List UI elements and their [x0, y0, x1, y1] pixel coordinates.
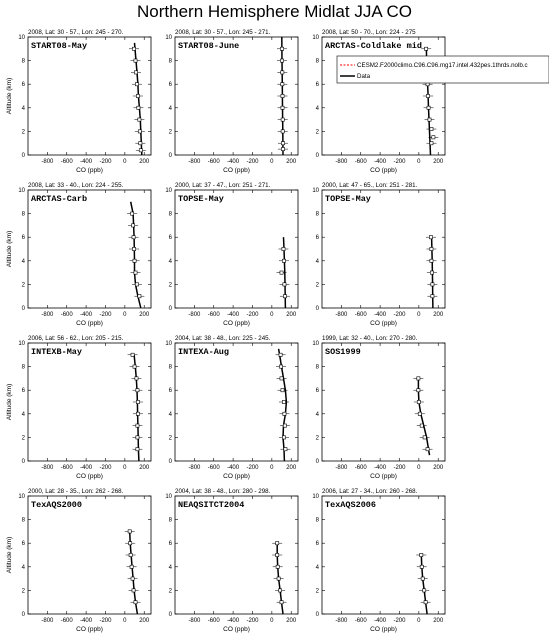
panel-4: [6, 182, 151, 327]
x-tick-label: 0: [123, 312, 127, 318]
y-tick-label: 8: [168, 364, 172, 371]
panel-header: 2006, Lat: 27 - 34., Lon: 260 - 268.: [322, 488, 418, 495]
data-point: [136, 448, 139, 451]
x-tick-label: -600: [60, 159, 73, 165]
y-tick-label: 10: [312, 494, 319, 500]
y-tick-label: 6: [168, 235, 172, 242]
x-tick-label: -600: [207, 618, 220, 624]
data-point: [282, 436, 285, 439]
data-point: [430, 259, 433, 262]
data-point: [425, 47, 428, 50]
data-point: [279, 353, 282, 356]
page-title: Northern Hemisphere Midlat JJA CO: [137, 2, 412, 21]
data-point: [430, 127, 433, 130]
y-tick-label: 8: [168, 58, 172, 65]
y-tick-label: 0: [21, 459, 25, 465]
data-point: [134, 271, 137, 274]
y-tick-label: 10: [18, 494, 25, 500]
y-tick-label: 10: [165, 35, 172, 41]
x-tick-label: -200: [246, 159, 259, 165]
data-point: [429, 236, 432, 239]
x-tick-label: -200: [99, 618, 112, 624]
x-tick-label: -400: [374, 312, 387, 318]
x-tick-label: 200: [286, 465, 297, 471]
data-point: [281, 142, 284, 145]
data-point: [280, 377, 283, 380]
x-tick-label: -600: [354, 465, 367, 471]
data-point: [426, 94, 429, 97]
data-point: [281, 118, 284, 121]
x-tick-label: 200: [433, 618, 444, 624]
data-point: [136, 412, 139, 415]
data-point: [431, 295, 434, 298]
panel-11: [165, 488, 298, 633]
legend-model-label: CESM2.F2000climo.C96.C96.mg17.intel.432pes.1thrds.nolb.c: [357, 62, 528, 69]
legend: [337, 56, 549, 83]
x-axis-label: CO (ppb): [223, 473, 250, 480]
x-tick-label: 200: [286, 618, 297, 624]
data-point: [132, 247, 135, 250]
panel-header: 1999, Lat: 32 - 40., Lon: 270 - 280.: [322, 335, 418, 342]
y-tick-label: 0: [168, 459, 172, 465]
x-tick-label: -400: [80, 312, 93, 318]
x-tick-label: -400: [374, 465, 387, 471]
x-tick-label: -800: [188, 465, 201, 471]
panel-9: [312, 335, 445, 480]
y-tick-label: 4: [21, 258, 25, 265]
y-tick-label: 6: [315, 388, 319, 395]
y-tick-label: 10: [165, 494, 172, 500]
data-point: [136, 436, 139, 439]
y-tick-label: 10: [312, 341, 319, 347]
x-tick-label: -200: [246, 465, 259, 471]
data-point: [138, 130, 141, 133]
x-tick-label: -400: [374, 618, 387, 624]
y-tick-label: 2: [21, 282, 25, 289]
y-tick-label: 2: [168, 282, 172, 289]
data-point: [136, 389, 139, 392]
data-point: [281, 106, 284, 109]
data-point: [134, 59, 137, 62]
x-tick-label: -800: [41, 159, 54, 165]
x-axis-label: CO (ppb): [76, 167, 103, 174]
x-tick-label: -800: [188, 618, 201, 624]
panel-header: 2008, Lat: 50 - 70., Lon: 224 - 275: [322, 29, 416, 36]
y-tick-label: 4: [21, 411, 25, 418]
plot-frame: [322, 496, 445, 614]
x-tick-label: -400: [227, 312, 240, 318]
data-point: [427, 106, 430, 109]
data-point: [420, 565, 423, 568]
data-point: [430, 247, 433, 250]
data-point: [276, 565, 279, 568]
data-point: [420, 424, 423, 427]
data-point: [134, 71, 137, 74]
x-tick-label: -600: [60, 618, 73, 624]
y-tick-label: 8: [168, 211, 172, 218]
data-point: [281, 389, 284, 392]
data-point: [282, 259, 285, 262]
x-tick-label: -600: [60, 312, 73, 318]
y-tick-label: 2: [315, 588, 319, 595]
x-tick-label: 200: [433, 312, 444, 318]
y-tick-label: 6: [168, 82, 172, 89]
x-tick-label: -600: [207, 159, 220, 165]
x-tick-label: -200: [393, 159, 406, 165]
panel-header: 2008, Lat: 30 - 57., Lon: 245 - 270.: [28, 29, 124, 36]
panel-header: 2000, Lat: 28 - 35., Lon: 262 - 268.: [28, 488, 124, 495]
y-tick-label: 4: [168, 411, 172, 418]
data-point: [282, 400, 285, 403]
x-tick-label: 0: [270, 159, 274, 165]
data-point: [284, 448, 287, 451]
data-point: [132, 47, 135, 50]
x-tick-label: -600: [207, 465, 220, 471]
plot-frame: [28, 37, 151, 155]
y-tick-label: 0: [168, 612, 172, 618]
panel-title: NEAQSITCT2004: [178, 500, 245, 510]
data-point: [281, 148, 284, 151]
data-point: [280, 59, 283, 62]
data-point: [283, 295, 286, 298]
y-tick-label: 4: [21, 105, 25, 112]
data-point: [132, 236, 135, 239]
x-tick-label: 200: [433, 159, 444, 165]
x-tick-label: -400: [227, 465, 240, 471]
x-tick-label: 200: [139, 159, 150, 165]
x-tick-label: 0: [270, 312, 274, 318]
data-point: [417, 389, 420, 392]
y-tick-label: 4: [315, 411, 319, 418]
y-tick-label: 6: [315, 82, 319, 89]
y-tick-label: 4: [315, 258, 319, 265]
data-point: [280, 271, 283, 274]
x-tick-label: -200: [99, 465, 112, 471]
x-tick-label: -800: [335, 618, 348, 624]
x-tick-label: -200: [393, 465, 406, 471]
y-axis-label: Altitude (km): [6, 383, 13, 421]
data-point: [131, 353, 134, 356]
x-axis-label: CO (ppb): [76, 473, 103, 480]
y-tick-label: 10: [18, 341, 25, 347]
data-point: [129, 553, 132, 556]
data-point: [281, 94, 284, 97]
x-tick-label: 200: [286, 159, 297, 165]
y-axis-label: Altitude (km): [6, 77, 13, 115]
panel-title: TexAQS2006: [325, 500, 377, 510]
x-axis-label: CO (ppb): [370, 626, 397, 633]
y-tick-label: 4: [168, 564, 172, 571]
plot-frame: [322, 343, 445, 461]
data-point: [431, 283, 434, 286]
x-tick-label: 0: [270, 618, 274, 624]
x-tick-label: -800: [188, 159, 201, 165]
panel-header: 2000, Lat: 37 - 47., Lon: 251 - 271.: [175, 182, 271, 189]
x-tick-label: -800: [335, 312, 348, 318]
y-tick-label: 4: [315, 564, 319, 571]
x-tick-label: 200: [286, 312, 297, 318]
y-tick-label: 8: [315, 58, 319, 65]
model-series-line: [131, 202, 141, 308]
panel-2: [165, 29, 298, 174]
panel-header: 2004, Lat: 38 - 48., Lon: 280 - 298.: [175, 488, 271, 495]
y-tick-label: 2: [21, 435, 25, 442]
x-tick-label: -600: [354, 618, 367, 624]
y-tick-label: 10: [312, 35, 319, 41]
panel-header: 2008, Lat: 33 - 40., Lon: 224 - 255.: [28, 182, 124, 189]
panel-6: [312, 182, 445, 327]
data-point: [139, 142, 142, 145]
data-point: [278, 589, 281, 592]
y-tick-label: 0: [315, 612, 319, 618]
x-tick-label: 0: [417, 465, 421, 471]
data-point: [423, 589, 426, 592]
x-tick-label: -200: [99, 312, 112, 318]
data-point: [135, 83, 138, 86]
y-tick-label: 8: [315, 517, 319, 524]
x-tick-label: -200: [246, 312, 259, 318]
y-tick-label: 2: [168, 588, 172, 595]
y-tick-label: 2: [21, 588, 25, 595]
data-point: [138, 295, 141, 298]
panel-header: 2000, Lat: 47 - 65., Lon: 251 - 281.: [322, 182, 418, 189]
y-tick-label: 8: [315, 211, 319, 218]
x-tick-label: 200: [139, 618, 150, 624]
panel-title: INTEXA-Aug: [178, 347, 230, 357]
data-point: [136, 400, 139, 403]
data-point: [135, 377, 138, 380]
x-axis-label: CO (ppb): [76, 320, 103, 327]
y-tick-label: 4: [168, 258, 172, 265]
data-point: [131, 212, 134, 215]
x-tick-label: 200: [139, 312, 150, 318]
data-point: [136, 424, 139, 427]
data-point: [418, 412, 421, 415]
data-point: [283, 424, 286, 427]
y-tick-label: 2: [168, 129, 172, 136]
x-tick-label: -800: [335, 465, 348, 471]
y-tick-label: 6: [168, 541, 172, 548]
panel-12: [312, 488, 445, 633]
data-point: [283, 283, 286, 286]
panel-8: [165, 335, 298, 480]
x-tick-label: -200: [393, 312, 406, 318]
panel-title: ARCTAS-Carb: [31, 194, 88, 204]
x-tick-label: -200: [99, 159, 112, 165]
data-point: [417, 377, 420, 380]
panel-title: SOS1999: [325, 347, 361, 357]
x-axis-label: CO (ppb): [223, 167, 250, 174]
y-tick-label: 0: [21, 306, 25, 312]
x-tick-label: -400: [227, 618, 240, 624]
y-tick-label: 8: [21, 58, 25, 65]
model-series-line-red: [131, 202, 141, 308]
y-axis-label: Altitude (km): [6, 536, 13, 574]
x-axis-label: CO (ppb): [370, 320, 397, 327]
data-point: [133, 365, 136, 368]
y-tick-label: 10: [165, 188, 172, 194]
data-point: [432, 136, 435, 139]
data-point: [276, 542, 279, 545]
data-point: [276, 553, 279, 556]
panel-3: [312, 29, 445, 174]
x-tick-label: 0: [123, 618, 127, 624]
data-point: [132, 589, 135, 592]
y-tick-label: 2: [21, 129, 25, 136]
data-point: [282, 247, 285, 250]
data-point: [134, 601, 137, 604]
x-tick-label: -600: [354, 159, 367, 165]
x-tick-label: -600: [354, 312, 367, 318]
panel-5: [165, 182, 298, 327]
data-point: [420, 553, 423, 556]
data-point: [129, 542, 132, 545]
data-point: [130, 565, 133, 568]
data-point: [136, 94, 139, 97]
x-tick-label: -200: [246, 618, 259, 624]
y-tick-label: 6: [315, 235, 319, 242]
y-tick-label: 2: [315, 129, 319, 136]
y-tick-label: 6: [21, 388, 25, 395]
x-tick-label: 0: [417, 159, 421, 165]
data-point: [281, 71, 284, 74]
data-point: [139, 149, 142, 152]
y-tick-label: 10: [165, 341, 172, 347]
y-tick-label: 10: [18, 35, 25, 41]
data-point: [277, 577, 280, 580]
x-tick-label: -600: [207, 312, 220, 318]
data-point: [424, 601, 427, 604]
panel-title: INTEXB-May: [31, 347, 83, 357]
data-point: [417, 400, 420, 403]
x-tick-label: -800: [41, 312, 54, 318]
data-point: [137, 106, 140, 109]
data-point: [280, 47, 283, 50]
x-tick-label: -400: [80, 159, 93, 165]
x-tick-label: 0: [417, 618, 421, 624]
data-point: [128, 530, 131, 533]
x-tick-label: 0: [123, 465, 127, 471]
y-tick-label: 8: [21, 364, 25, 371]
data-point: [133, 259, 136, 262]
x-tick-label: 0: [123, 159, 127, 165]
y-tick-label: 0: [21, 153, 25, 159]
y-tick-label: 6: [168, 388, 172, 395]
y-tick-label: 0: [315, 306, 319, 312]
y-tick-label: 10: [312, 188, 319, 194]
data-point: [131, 224, 134, 227]
data-point: [428, 118, 431, 121]
y-tick-label: 0: [168, 153, 172, 159]
panel-header: 2006, Lat: 56 - 62., Lon: 205 - 215.: [28, 335, 124, 342]
x-tick-label: -400: [80, 618, 93, 624]
data-point: [430, 142, 433, 145]
x-axis-label: CO (ppb): [223, 626, 250, 633]
panel-title: START08-June: [178, 41, 240, 51]
model-series-line: [421, 555, 427, 614]
y-tick-label: 6: [21, 235, 25, 242]
data-point: [283, 412, 286, 415]
data-point: [281, 130, 284, 133]
legend-data-label: Data: [357, 73, 371, 80]
y-tick-label: 2: [315, 282, 319, 289]
y-tick-label: 2: [315, 435, 319, 442]
y-tick-label: 10: [18, 188, 25, 194]
y-tick-label: 6: [315, 541, 319, 548]
panel-10: [6, 488, 151, 633]
x-tick-label: 0: [270, 465, 274, 471]
panel-7: [6, 335, 151, 480]
data-point: [280, 601, 283, 604]
plot-frame: [28, 343, 151, 461]
x-tick-label: -800: [188, 312, 201, 318]
y-tick-label: 4: [315, 105, 319, 112]
y-tick-label: 6: [21, 541, 25, 548]
y-tick-label: 2: [168, 435, 172, 442]
data-point: [421, 577, 424, 580]
x-tick-label: -800: [41, 465, 54, 471]
panel-title: START08-May: [31, 41, 88, 51]
y-tick-label: 4: [21, 564, 25, 571]
data-point: [138, 118, 141, 121]
x-tick-label: -800: [41, 618, 54, 624]
x-tick-label: -800: [335, 159, 348, 165]
y-tick-label: 8: [168, 517, 172, 524]
y-tick-label: 0: [168, 306, 172, 312]
x-tick-label: 200: [139, 465, 150, 471]
panel-header: 2004, Lat: 38 - 48., Lon: 225 - 245.: [175, 335, 271, 342]
x-tick-label: -400: [227, 159, 240, 165]
x-axis-label: CO (ppb): [370, 473, 397, 480]
x-tick-label: -200: [393, 618, 406, 624]
y-axis-label: Altitude (km): [6, 230, 13, 268]
y-tick-label: 6: [21, 82, 25, 89]
data-point: [430, 271, 433, 274]
x-tick-label: -600: [60, 465, 73, 471]
panel-title: TOPSE-May: [178, 194, 224, 204]
data-point: [423, 436, 426, 439]
data-point: [426, 448, 429, 451]
y-tick-label: 8: [21, 211, 25, 218]
panel-title: TexAQS2000: [31, 500, 83, 510]
data-point: [135, 283, 138, 286]
model-series-line: [134, 355, 139, 461]
panel-title: ARCTAS-Coldlake mid: [325, 41, 422, 51]
y-tick-label: 8: [315, 364, 319, 371]
data-point: [279, 365, 282, 368]
y-tick-label: 0: [21, 612, 25, 618]
panel-title: TOPSE-May: [325, 194, 371, 204]
y-tick-label: 8: [21, 517, 25, 524]
panel-1: [6, 29, 151, 174]
panel-header: 2008, Lat: 30 - 57., Lon: 245 - 271.: [175, 29, 271, 36]
data-point: [131, 577, 134, 580]
y-tick-label: 4: [168, 105, 172, 112]
x-tick-label: 200: [433, 465, 444, 471]
x-tick-label: -400: [80, 465, 93, 471]
y-tick-label: 0: [315, 153, 319, 159]
data-point: [281, 83, 284, 86]
x-axis-label: CO (ppb): [223, 320, 250, 327]
x-axis-label: CO (ppb): [76, 626, 103, 633]
x-tick-label: 0: [417, 312, 421, 318]
y-tick-label: 0: [315, 459, 319, 465]
x-axis-label: CO (ppb): [370, 167, 397, 174]
x-tick-label: -400: [374, 159, 387, 165]
